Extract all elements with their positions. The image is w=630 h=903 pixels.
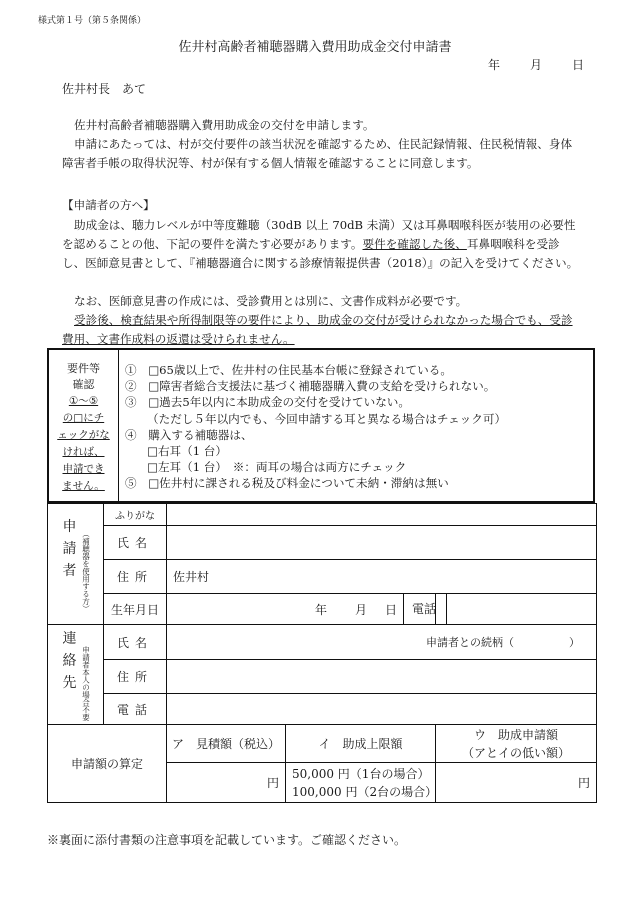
limit-header: イ 助成上限額 [286,725,436,763]
limit-two-units: 100,000 円（2台の場合） [292,784,438,799]
applicant-name-field[interactable] [167,526,597,560]
requirements-label-2: 確認 [72,378,95,391]
contact-label-char: 絡 [62,653,77,669]
requirements-label-1: 要件等 [67,362,100,375]
birth-day: 日 [384,602,397,617]
form-number: 様式第１号（第５条関係） [38,16,147,26]
requirement-item-3-note: （ただし５年以内でも、今回申請する耳と異なる場合はチェック可） [147,411,507,426]
birth-month: 月 [354,602,367,617]
requirement-right-ear[interactable]: □右耳（1 台） [147,444,227,459]
notice-heading: 【申請者の方へ】 [62,198,155,212]
contact-section-label [48,625,104,725]
limit-one-unit: 50,000 円（1台の場合） [292,766,430,781]
notice-paragraph-3: 受診後、検査結果や所得制限等の要件により、助成金の交付が受けられなかった場合でも、受診費用、文書作成料の返還は受けられません。 [62,313,573,346]
requirement-item-5[interactable]: ⑤ □佐井村に課される税及び料金について未納・滞納は無い [125,476,449,491]
applicant-label-char: 者 [62,562,77,579]
notice-paragraph-2: なお、医師意見書の作成には、受診費用とは別に、文書作成料が必要です。 [74,294,468,308]
requirements-note-line: ません。 [62,480,105,492]
footnote: ※裏面に添付書類の注意事項を記載しています。ご確認ください。 [47,833,407,847]
form-title: 佐井村高齢者補聴器購入費用助成金交付申請書 [178,40,452,55]
furigana-label: ふりがな [104,504,167,526]
contact-label-char: 連 [62,631,77,647]
limit-values [286,763,436,803]
applicant-note: （補聴器を使用する方） [81,529,91,613]
requirements-note-line: ェックがな [57,429,110,441]
applicant-label-char: 申 [62,518,77,535]
contact-phone-field[interactable] [167,694,597,725]
amount-label: 申請額の算定 [48,725,167,803]
contact-name-field[interactable]: 申請者との続柄（ ） [167,625,597,660]
notice-paragraph-1 [62,216,582,273]
estimate-field[interactable]: 円 [167,763,286,803]
requirements-box [47,348,595,503]
applicant-name-label: 氏名 [104,526,167,560]
requirements-list [125,362,589,492]
body-paragraph-1: 佐井村高齢者補聴器購入費用助成金の交付を申請します。 [74,118,375,132]
applicant-phone-field[interactable] [436,594,597,625]
birthdate-field[interactable] [167,594,404,625]
applicant-section-label [48,504,104,625]
requirements-label-cell [49,350,119,501]
requirements-note-line: 申請でき [62,463,105,475]
contact-name-label: 氏名 [104,625,167,660]
date-year: 年 [487,58,500,72]
requirements-note-line: の□にチ [62,412,105,424]
applicant-label-char: 請 [62,540,77,557]
contact-phone-label: 電話 [104,694,167,725]
furigana-field[interactable] [167,504,597,526]
request-header-2: （アとイの低い額） [461,745,570,760]
date-day: 日 [571,58,584,72]
request-header-1: ウ 助成申請額 [473,727,558,742]
application-table [47,503,597,803]
applicant-address-label: 住所 [104,560,167,594]
contact-label-char: 先 [62,675,77,691]
birthdate-label: 生年月日 [104,594,167,625]
contact-note: 申請者本人の場合不要 [81,646,91,721]
requirement-item-2[interactable]: ② □障害者総合支援法に基づく補聴器購入費の支給を受けられない。 [125,379,496,394]
request-header [436,725,597,763]
requirement-left-ear[interactable]: □左耳（1 台） ※：両耳の場合は両方にチェック [147,460,407,475]
estimate-header: ア 見積額（税込） [167,725,286,763]
date-month: 月 [529,58,542,72]
requirements-note-line: ①～⑤ [68,395,99,407]
body-paragraph-2: 申請にあたっては、村が交付要件の該当状況を確認するため、住民記録情報、住民税情報、身体障害者手帳の取得状況等、村が保有する個人情報を確認することに同意します。 [62,137,573,170]
requirement-item-1[interactable]: ① □65歳以上で、佐井村の住民基本台帳に登録されている。 [125,363,452,377]
requirements-note-line: ければ、 [62,446,105,458]
contact-address-field[interactable] [167,660,597,694]
date-line [458,56,584,73]
requirement-item-4: ④ 購入する補聴器は、 [125,427,253,442]
notice-1c: 耳鼻咽喉科を受診し、医師意見書として、『補聴器適合に関する診療情報提供書（2018）』の記入を受けてください。 [62,237,579,270]
contact-address-label: 住所 [104,660,167,694]
addressee: 佐井村長 あて [62,82,147,96]
applicant-phone-label: 電話 [404,594,436,625]
requirements-note [49,393,118,495]
request-field[interactable]: 円 [436,763,597,803]
requirement-item-3[interactable]: ③ □過去5年以内に本助成金の交付を受けていない。 [125,395,410,410]
notice-1b: 要件を確認した後、 [362,237,467,251]
notice-1a: 助成金は、聴力レベルが中等度難聴（30dB 以上 70dB 未満）又は耳鼻咽喉科医が装用の必要性を認めることの他、下記の要件を満たす必要があります。 [62,218,576,251]
applicant-address-field[interactable]: 佐井村 [167,560,597,594]
birth-year: 年 [314,602,327,617]
